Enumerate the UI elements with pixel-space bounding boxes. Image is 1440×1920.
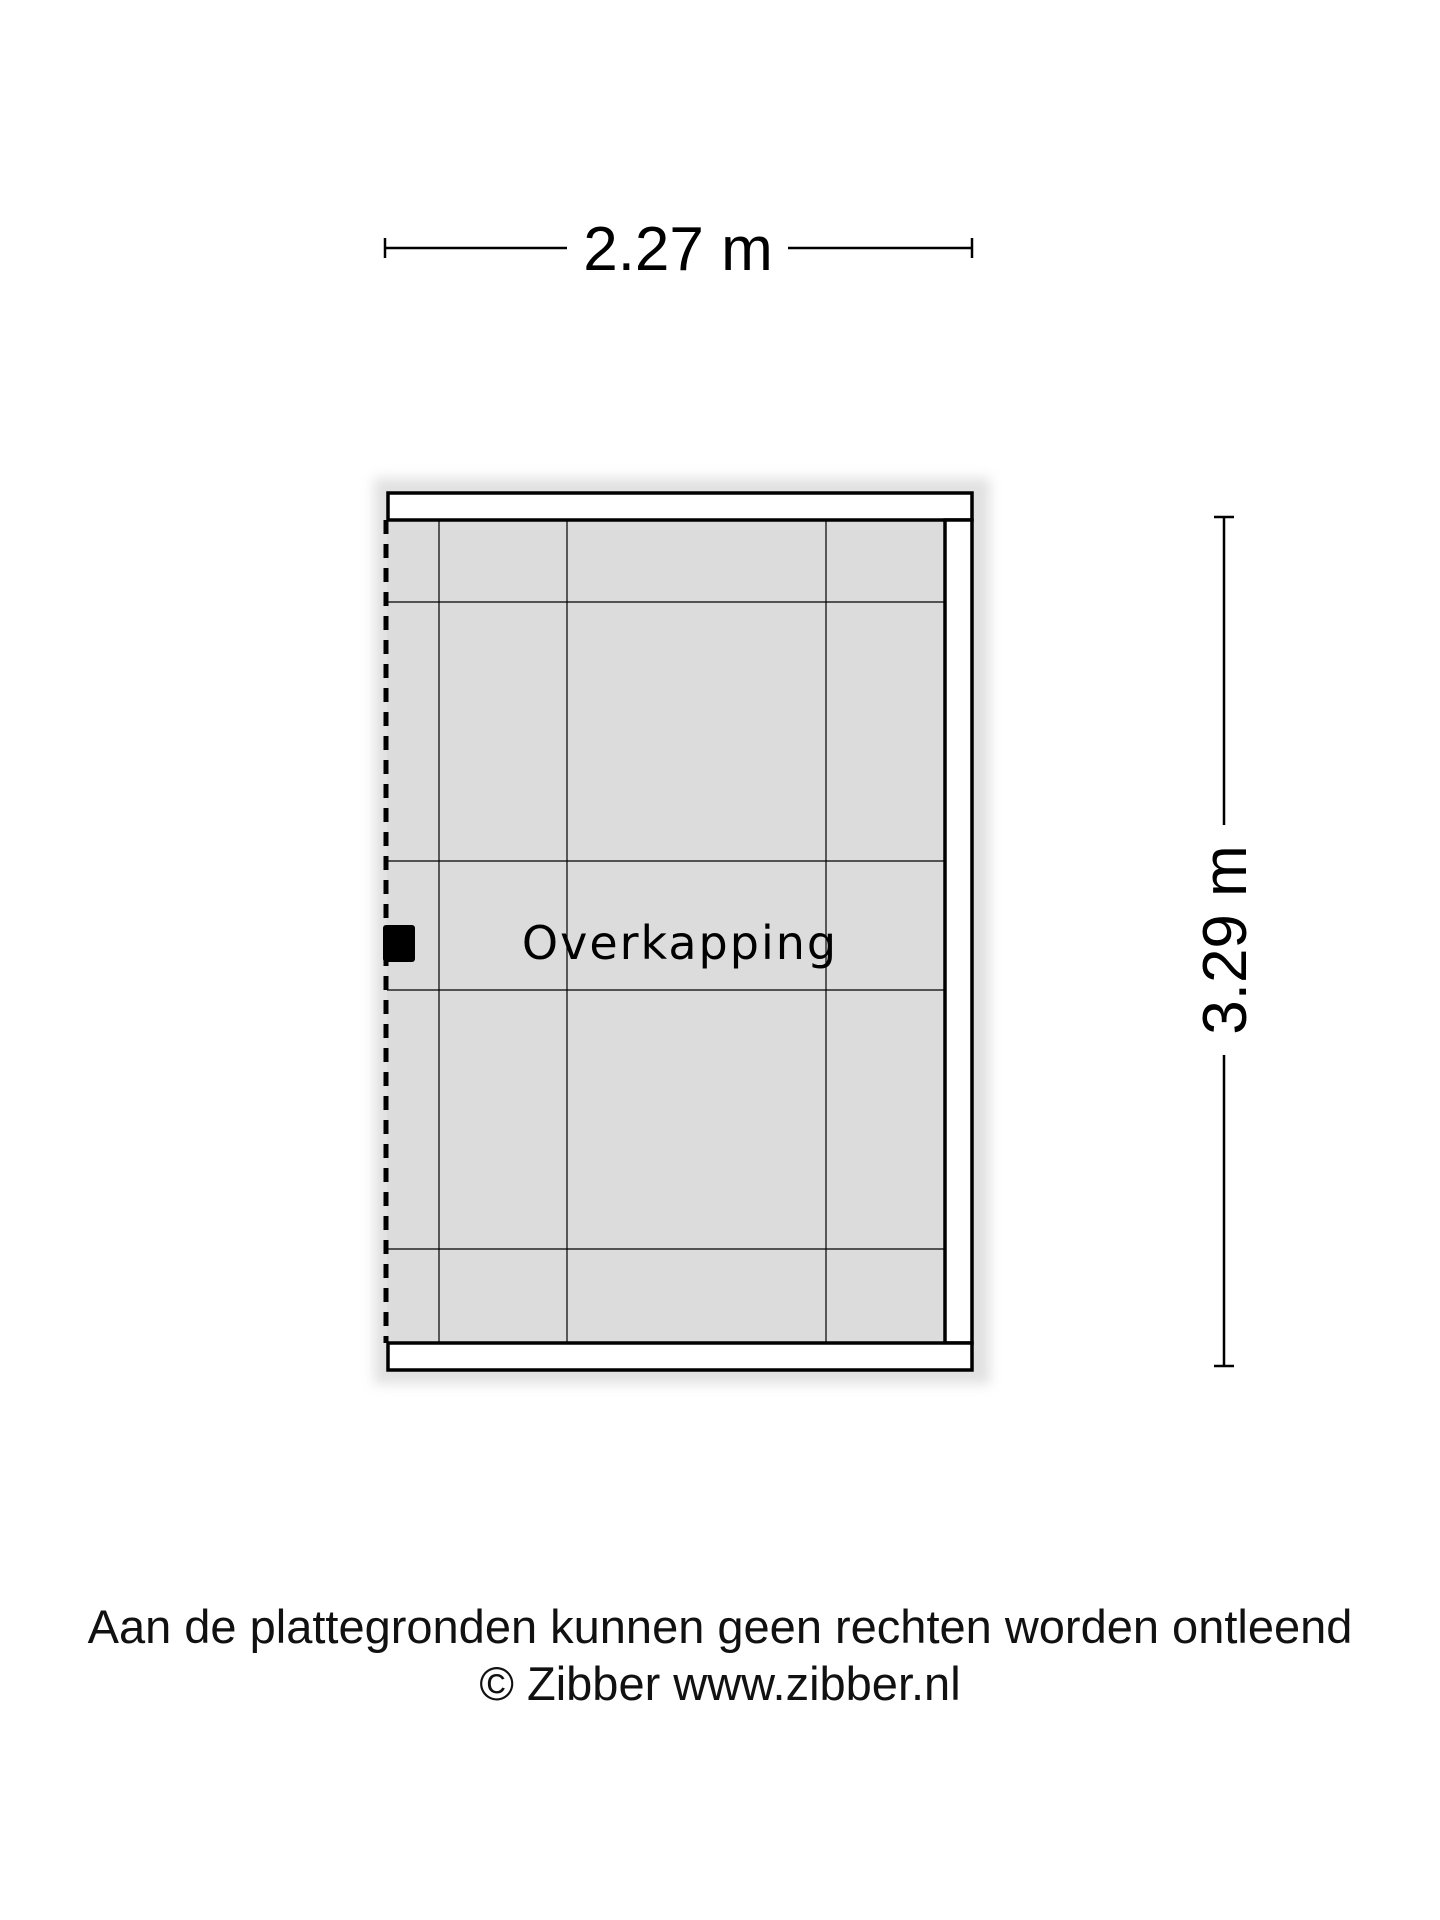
bottom-wall (388, 1343, 972, 1370)
room-overkapping (374, 478, 990, 1384)
width-dimension (385, 215, 972, 284)
width-label: 2.27 m (583, 215, 773, 284)
disclaimer-text: Aan de plattegronden kunnen geen rechten worden ontleend (87, 1600, 1353, 1653)
height-label: 3.29 m (1191, 845, 1260, 1035)
copyright-text: © Zibber www.zibber.nl (479, 1657, 961, 1710)
right-wall (945, 520, 972, 1343)
room-label: Overkapping (521, 916, 839, 970)
support-post (383, 925, 415, 962)
height-dimension (1191, 517, 1260, 1366)
top-wall (388, 493, 972, 520)
